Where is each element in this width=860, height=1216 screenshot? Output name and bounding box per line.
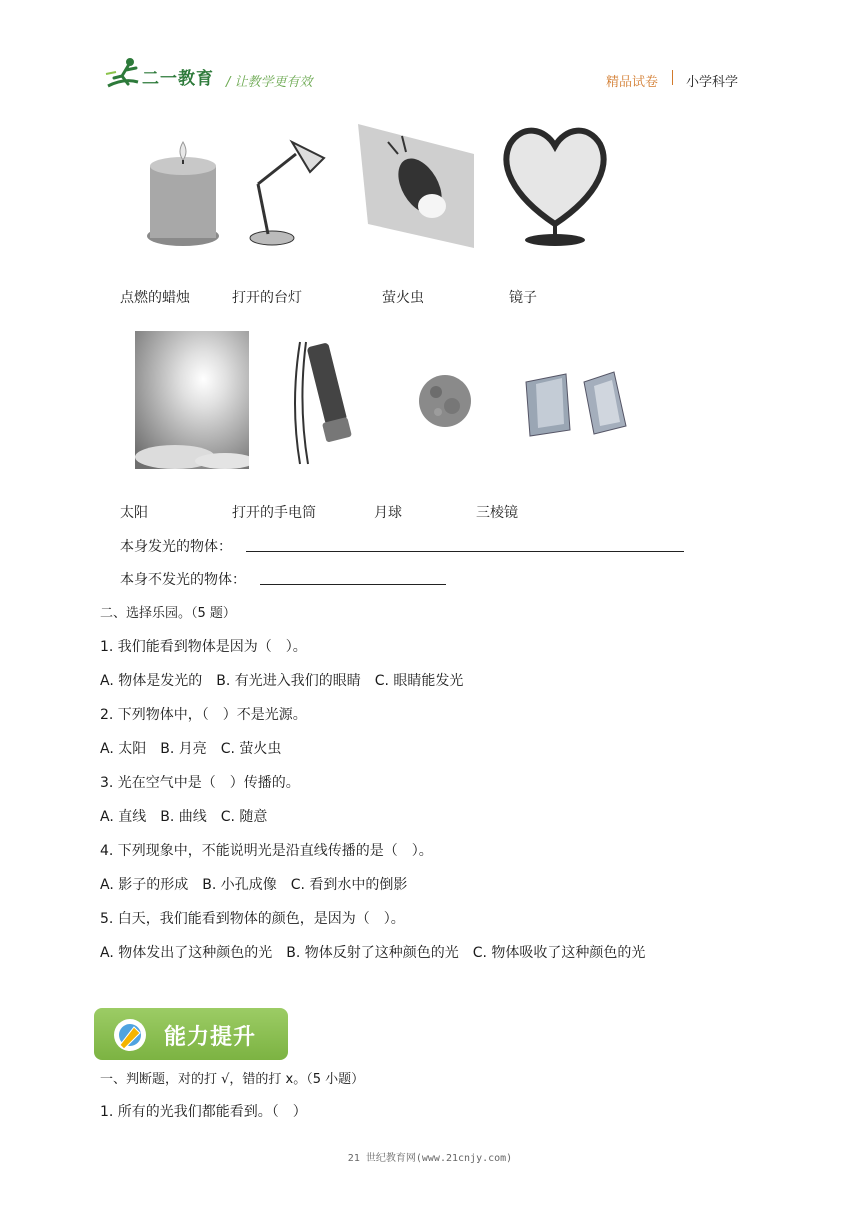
caption-mirror: 镜子 [509,290,537,306]
caption-firefly: 萤火虫 [382,290,424,306]
question-2: 2. 下列物体中，（ ）不是光源。 [100,707,307,723]
question-5: 5. 白天，我们能看到物体的颜色，是因为（ ）。 [100,911,405,927]
firefly-image [358,124,474,248]
luminous-label: 本身发光的物体： [120,539,232,555]
header-divider [672,70,673,85]
caption-desk-lamp: 打开的台灯 [232,290,302,306]
question-5-options: A. 物体发出了这种颜色的光 B. 物体反射了这种颜色的光 C. 物体吸收了这种颜色的光 [100,945,646,961]
section3-title: 一、判断题，对的打 √，错的打 x。（5 小题） [100,1072,365,1087]
moon-image [418,374,472,428]
caption-prism: 三棱镜 [476,505,518,521]
caption-flashlight: 打开的手电筒 [232,505,316,521]
header-label: 精品试卷 [606,75,659,90]
question-2-options: A. 太阳 B. 月亮 C. 萤火虫 [100,741,282,757]
judge-question-1: 1. 所有的光我们都能看到。（ ） [100,1104,307,1120]
pencil-circle-icon [110,1015,150,1055]
question-1-options: A. 物体是发光的 B. 有光进入我们的眼睛 C. 眼睛能发光 [100,673,464,689]
ability-badge-title: 能力提升 [164,1025,257,1050]
header-subject: 小学科学 [686,75,739,90]
non-luminous-answer-line[interactable] [260,584,446,585]
question-3-options: A. 直线 B. 曲线 C. 随意 [100,809,268,825]
luminous-answer-line[interactable] [246,551,684,552]
question-4-options: A. 影子的形成 B. 小孔成像 C. 看到水中的倒影 [100,877,408,893]
question-4: 4. 下列现象中，不能说明光是沿直线传播的是（ ）。 [100,843,433,859]
flashlight-image [286,334,356,466]
logo-text: 二一教育 [142,69,214,89]
non-luminous-label: 本身不发光的物体： [120,572,246,588]
caption-moon: 月球 [374,505,402,521]
question-1: 1. 我们能看到物体是因为（ ）。 [100,639,307,655]
caption-candle: 点燃的蜡烛 [120,290,190,306]
question-3: 3. 光在空气中是（ ）传播的。 [100,775,300,791]
section2-title: 二、选择乐园。（5 题） [100,606,236,621]
mirror-image [500,124,610,248]
desk-lamp-image [244,134,328,248]
prism-image [522,368,632,440]
candle-image [140,136,226,248]
caption-sun: 太阳 [120,505,148,521]
header-slogan: / 让教学更有效 [226,75,313,90]
sun-image [135,331,249,469]
page-footer: 21 世纪教育网(www.21cnjy.com) [347,1153,513,1164]
